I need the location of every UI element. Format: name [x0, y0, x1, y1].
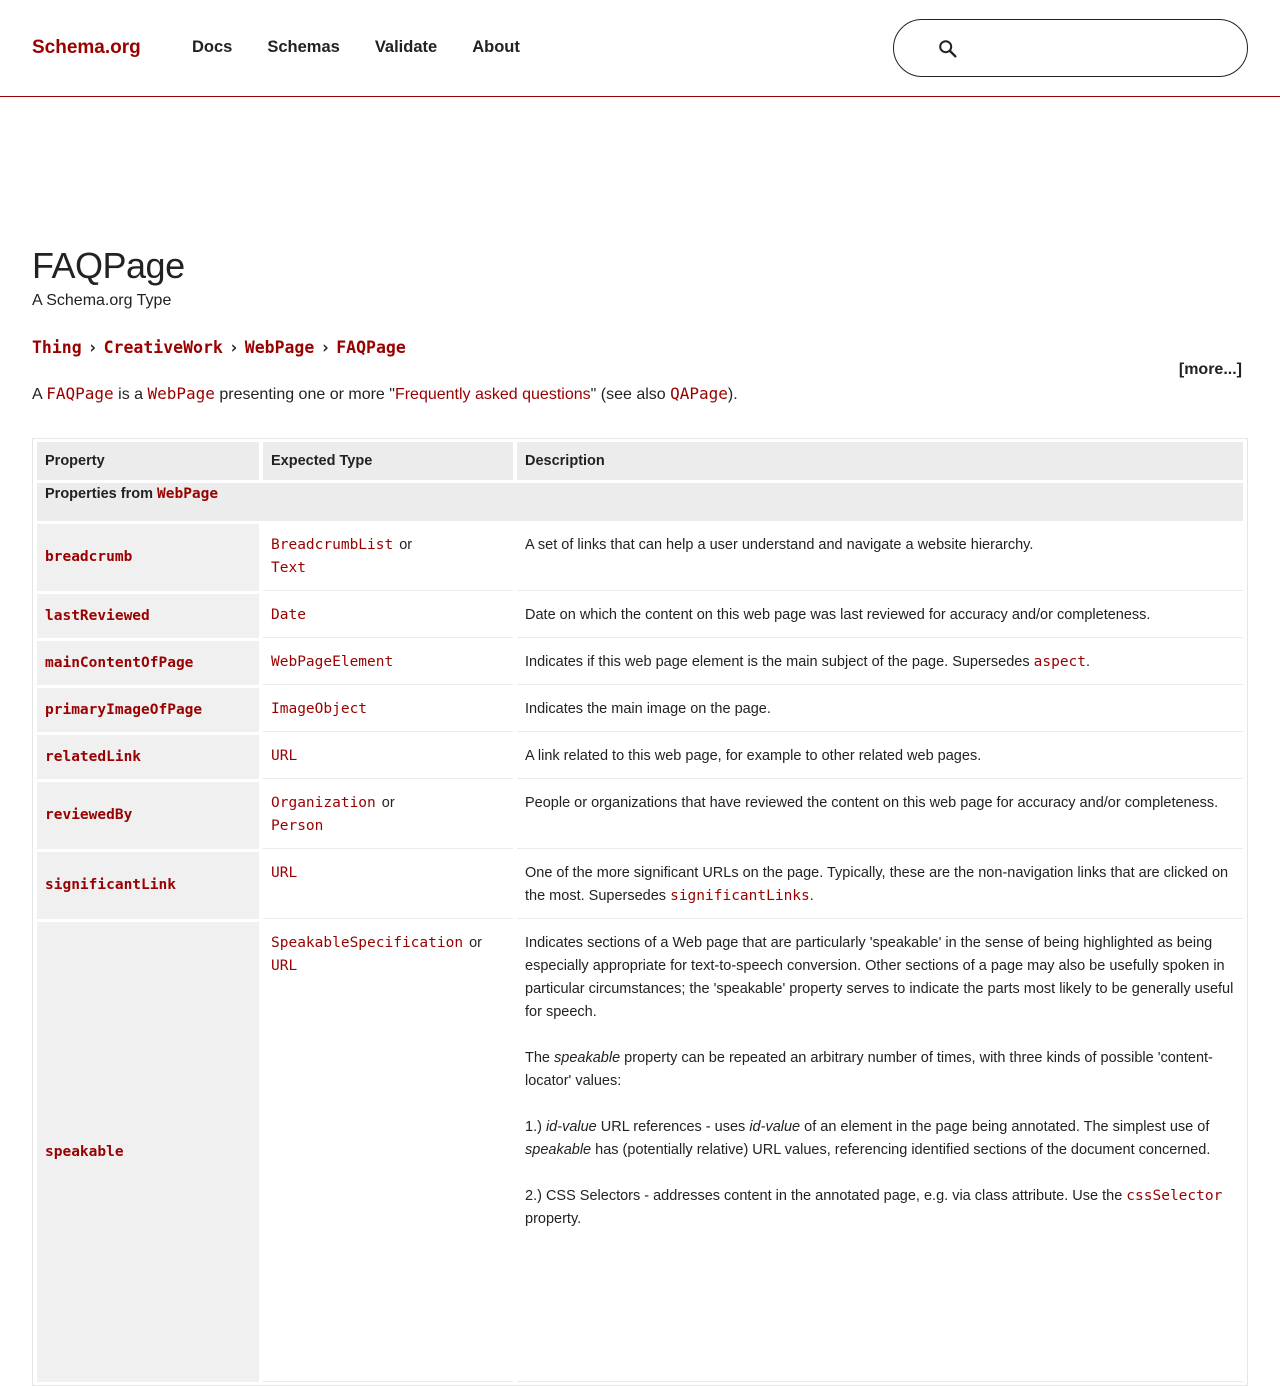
main-nav — [192, 38, 555, 57]
desc-text: One of the more significant URLs on the page. Typically, these are the non-navigation links that are clicked on the most. Supersedes — [525, 865, 1229, 904]
property-lastreviewed[interactable]: lastReviewed — [45, 607, 150, 624]
desc-paragraph — [525, 1047, 1235, 1093]
type-link[interactable]: ImageObject — [271, 701, 368, 717]
property-description: A link related to this web page, for example to other related web pages. — [517, 735, 1243, 779]
or-text: or — [469, 935, 482, 951]
more-link[interactable]: [more...] — [1178, 361, 1242, 378]
or-text: or — [381, 795, 395, 811]
breadcrumb-separator: › — [228, 338, 239, 357]
desc-text: ). — [727, 386, 738, 403]
desc-paragraph — [525, 1116, 1235, 1162]
desc-text: is a — [118, 386, 144, 403]
property-speakable[interactable]: speakable — [45, 1143, 124, 1160]
desc-text: A — [32, 386, 42, 403]
property-maincontentofpage[interactable]: mainContentOfPage — [45, 654, 194, 671]
table-row — [37, 782, 1243, 849]
table-row — [37, 735, 1243, 779]
site-logo[interactable]: Schema.org — [32, 37, 141, 58]
type-description — [32, 384, 738, 404]
table-row — [37, 594, 1243, 638]
type-link[interactable]: Text — [271, 560, 306, 576]
desc-text: has (potentially relative) URL values, referencing identified sections of the document concerned. — [595, 1142, 1211, 1158]
property-significantlink[interactable]: significantLink — [45, 877, 176, 893]
desc-text: The — [525, 1050, 550, 1066]
desc-text: 2.) CSS Selectors - addresses content in the annotated page, e.g. via class attribute. Use the — [525, 1188, 1123, 1204]
section-heading — [37, 483, 1243, 521]
type-link[interactable]: URL — [271, 748, 298, 764]
property-description — [517, 922, 1243, 1382]
page-title: FAQPage — [32, 245, 185, 286]
table-row — [37, 688, 1243, 732]
property-description: People or organizations that have reviewed the content on this web page for accuracy and/or completeness. — [517, 782, 1243, 849]
type-link[interactable]: Date — [271, 607, 306, 623]
property-relatedlink[interactable]: relatedLink — [45, 748, 142, 765]
supersedes-link[interactable]: aspect — [1033, 654, 1087, 670]
desc-text: property can be repeated an arbitrary number of times, with three kinds of possible 'content-locator' values: — [525, 1050, 1213, 1089]
table-row — [37, 922, 1243, 1382]
breadcrumb-separator: › — [320, 338, 331, 357]
property-primaryimageofpage[interactable]: primaryImageOfPage — [45, 701, 203, 718]
desc-qapage-link[interactable]: QAPage — [670, 384, 728, 403]
desc-emphasis: id-value — [545, 1119, 597, 1135]
nav-schemas[interactable]: Schemas — [267, 38, 340, 56]
type-link[interactable]: SpeakableSpecification — [271, 935, 464, 951]
desc-text: . — [809, 888, 814, 904]
header-expected-type: Expected Type — [263, 442, 513, 480]
property-description: Date on which the content on this web page was last reviewed for accuracy and/or completeness. — [517, 594, 1243, 638]
header-description: Description — [517, 442, 1243, 480]
type-link[interactable]: Organization — [271, 795, 376, 811]
desc-webpage-link[interactable]: WebPage — [147, 384, 215, 403]
nav-docs[interactable]: Docs — [192, 38, 233, 56]
type-link[interactable]: URL — [271, 958, 298, 974]
desc-text: . — [1086, 654, 1091, 670]
section-webpage-link[interactable]: WebPage — [157, 486, 219, 502]
desc-text: of an element in the page being annotated. The simplest use of — [804, 1119, 1210, 1135]
nav-validate[interactable]: Validate — [374, 38, 438, 56]
supersedes-link[interactable]: significantLinks — [670, 888, 810, 904]
cssselector-link[interactable]: cssSelector — [1126, 1188, 1223, 1204]
breadcrumb — [32, 338, 406, 357]
desc-faq-link[interactable]: Frequently asked questions — [394, 386, 591, 403]
desc-paragraph: Indicates sections of a Web page that are particularly 'speakable' in the sense of being highlighted as being especially appropriate for text-to-speech conversion. Other sections of a page may also be usefully spoken in particular circumstances; the 'speakable' property serves to indicate the parts most likely to be generally useful for speech. — [525, 935, 1234, 1020]
breadcrumb-faqpage[interactable]: FAQPage — [336, 338, 406, 357]
type-link[interactable]: BreadcrumbList — [271, 537, 394, 553]
site-header — [0, 0, 1280, 97]
desc-paragraph — [525, 1185, 1235, 1231]
desc-emphasis: id-value — [749, 1119, 801, 1135]
desc-text: Indicates if this web page element is the main subject of the page. Supersedes — [525, 654, 1030, 670]
desc-text: URL references - uses — [600, 1119, 746, 1135]
header-property: Property — [37, 442, 259, 480]
table-header-row — [37, 442, 1243, 480]
desc-text: property. — [525, 1211, 582, 1227]
property-description — [517, 852, 1243, 919]
page-subtitle: A Schema.org Type — [32, 292, 172, 309]
properties-table — [32, 438, 1248, 1386]
desc-emphasis: speakable — [554, 1050, 621, 1066]
search-input[interactable] — [974, 34, 1224, 62]
table-row — [37, 852, 1243, 919]
type-link[interactable]: Person — [271, 818, 324, 834]
table-row — [37, 641, 1243, 685]
breadcrumb-separator: › — [87, 338, 98, 357]
table-row — [37, 524, 1243, 591]
or-text: or — [399, 537, 413, 553]
search-icon[interactable] — [937, 38, 959, 60]
section-label: Properties from — [45, 486, 153, 502]
desc-text: presenting one or more " — [219, 386, 395, 403]
property-description: A set of links that can help a user understand and navigate a website hierarchy. — [517, 524, 1243, 591]
type-link[interactable]: URL — [271, 865, 298, 881]
property-breadcrumb[interactable]: breadcrumb — [45, 549, 133, 565]
search-box[interactable] — [893, 19, 1248, 77]
breadcrumb-thing[interactable]: Thing — [32, 338, 82, 357]
nav-about[interactable]: About — [472, 38, 520, 56]
type-link[interactable]: WebPageElement — [271, 654, 394, 670]
property-description: Indicates the main image on the page. — [517, 688, 1243, 732]
property-reviewedby[interactable]: reviewedBy — [45, 807, 133, 823]
section-row — [37, 483, 1243, 521]
breadcrumb-webpage[interactable]: WebPage — [244, 338, 315, 357]
desc-emphasis: speakable — [525, 1142, 592, 1158]
desc-text: 1.) — [525, 1119, 542, 1135]
desc-faqpage-link[interactable]: FAQPage — [46, 384, 114, 403]
desc-text: " (see also — [590, 386, 666, 403]
property-description — [517, 641, 1243, 685]
breadcrumb-creativework[interactable]: CreativeWork — [103, 338, 223, 357]
